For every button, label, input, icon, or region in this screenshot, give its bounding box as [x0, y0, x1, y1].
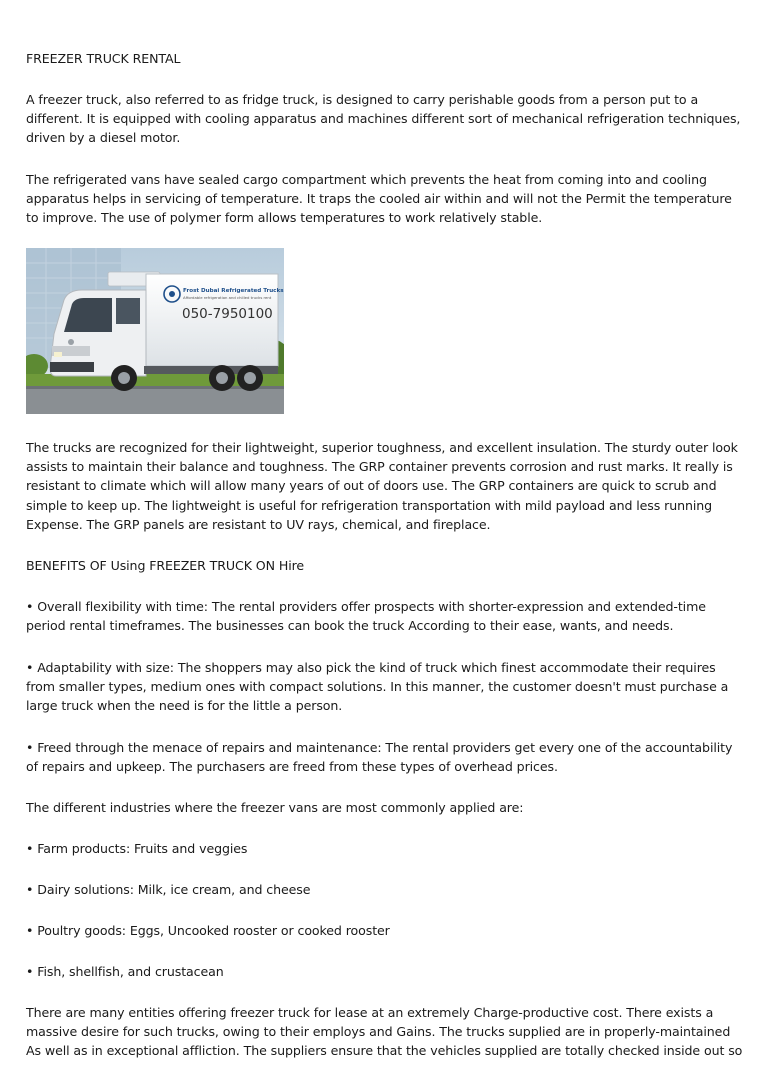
industry-item: • Dairy solutions: Milk, ice cream, and cheese — [26, 882, 311, 897]
industry-item: • Poultry goods: Eggs, Uncooked rooster or cooked rooster — [26, 923, 390, 938]
benefit-item: • Overall flexibility with time: The rental providers offer prospects with shorter-expression and extended-time period rental timeframes. The businesses can book the truck According to their ease, wants, and needs. — [26, 599, 706, 634]
benefits-heading: BENEFITS OF Using FREEZER TRUCK ON Hire — [26, 558, 305, 573]
document-title: FREEZER TRUCK RENTAL — [26, 51, 181, 66]
truck-photo — [26, 248, 284, 414]
truck-phone-text: 050-7950100 — [182, 306, 273, 322]
truck-tagline-text: Affordable refrigeration and chilled trucks rent — [183, 295, 272, 300]
intro-paragraph: A freezer truck, also referred to as fridge truck, is designed to carry perishable goods from a person put to a different. It is equipped with cooling apparatus and machines different sort of mechanical refrigeration techniques, driven by a diesel motor. — [26, 92, 741, 146]
industries-intro: The different industries where the freezer vans are most commonly applied are: — [26, 800, 524, 815]
closing-paragraph: There are many entities offering freezer truck for lease at an extremely Charge-productive cost. There exists a massive desire for such trucks, owing to their employs and Gains. The trucks supplied are in properly-maintained As well as in exceptional affliction. The suppliers ensure that the vehicles supplied are totally checked inside out so — [26, 1005, 743, 1059]
truck-brand-text: Frost Dubai Refrigerated Trucks — [183, 288, 284, 294]
benefit-item: • Freed through the menace of repairs and maintenance: The rental providers get every one of the accountability of repairs and upkeep. The purchasers are freed from these types of overhead prices. — [26, 740, 733, 775]
industry-item: • Farm products: Fruits and veggies — [26, 841, 248, 856]
trucks-paragraph: The trucks are recognized for their lightweight, superior toughness, and excellent insulation. The sturdy outer look assists to maintain their balance and toughness. The GRP container prevents corrosion and rust marks. It really is resistant to climate which will allow many years of out of doors use. The GRP containers are quick to scrub and simple to keep up. The lightweight is useful for refrigeration transportation with mild payload and less running Expense. The GRP panels are resistant to UV rays, chemical, and fireplace. — [26, 440, 738, 532]
vans-paragraph: The refrigerated vans have sealed cargo compartment which prevents the heat from coming into and cooling apparatus helps in servicing of temperature. It traps the cooled air within and will not the Permit the temperature to improve. The use of polymer form allows temperatures to work relatively stable. — [26, 172, 732, 226]
industry-item: • Fish, shellfish, and crustacean — [26, 964, 224, 979]
benefit-item: • Adaptability with size: The shoppers may also pick the kind of truck which finest accommodate their requires from smaller types, medium ones with compact solutions. In this manner, the customer doesn't must purchase a large truck when the need is for the little a person. — [26, 660, 729, 714]
